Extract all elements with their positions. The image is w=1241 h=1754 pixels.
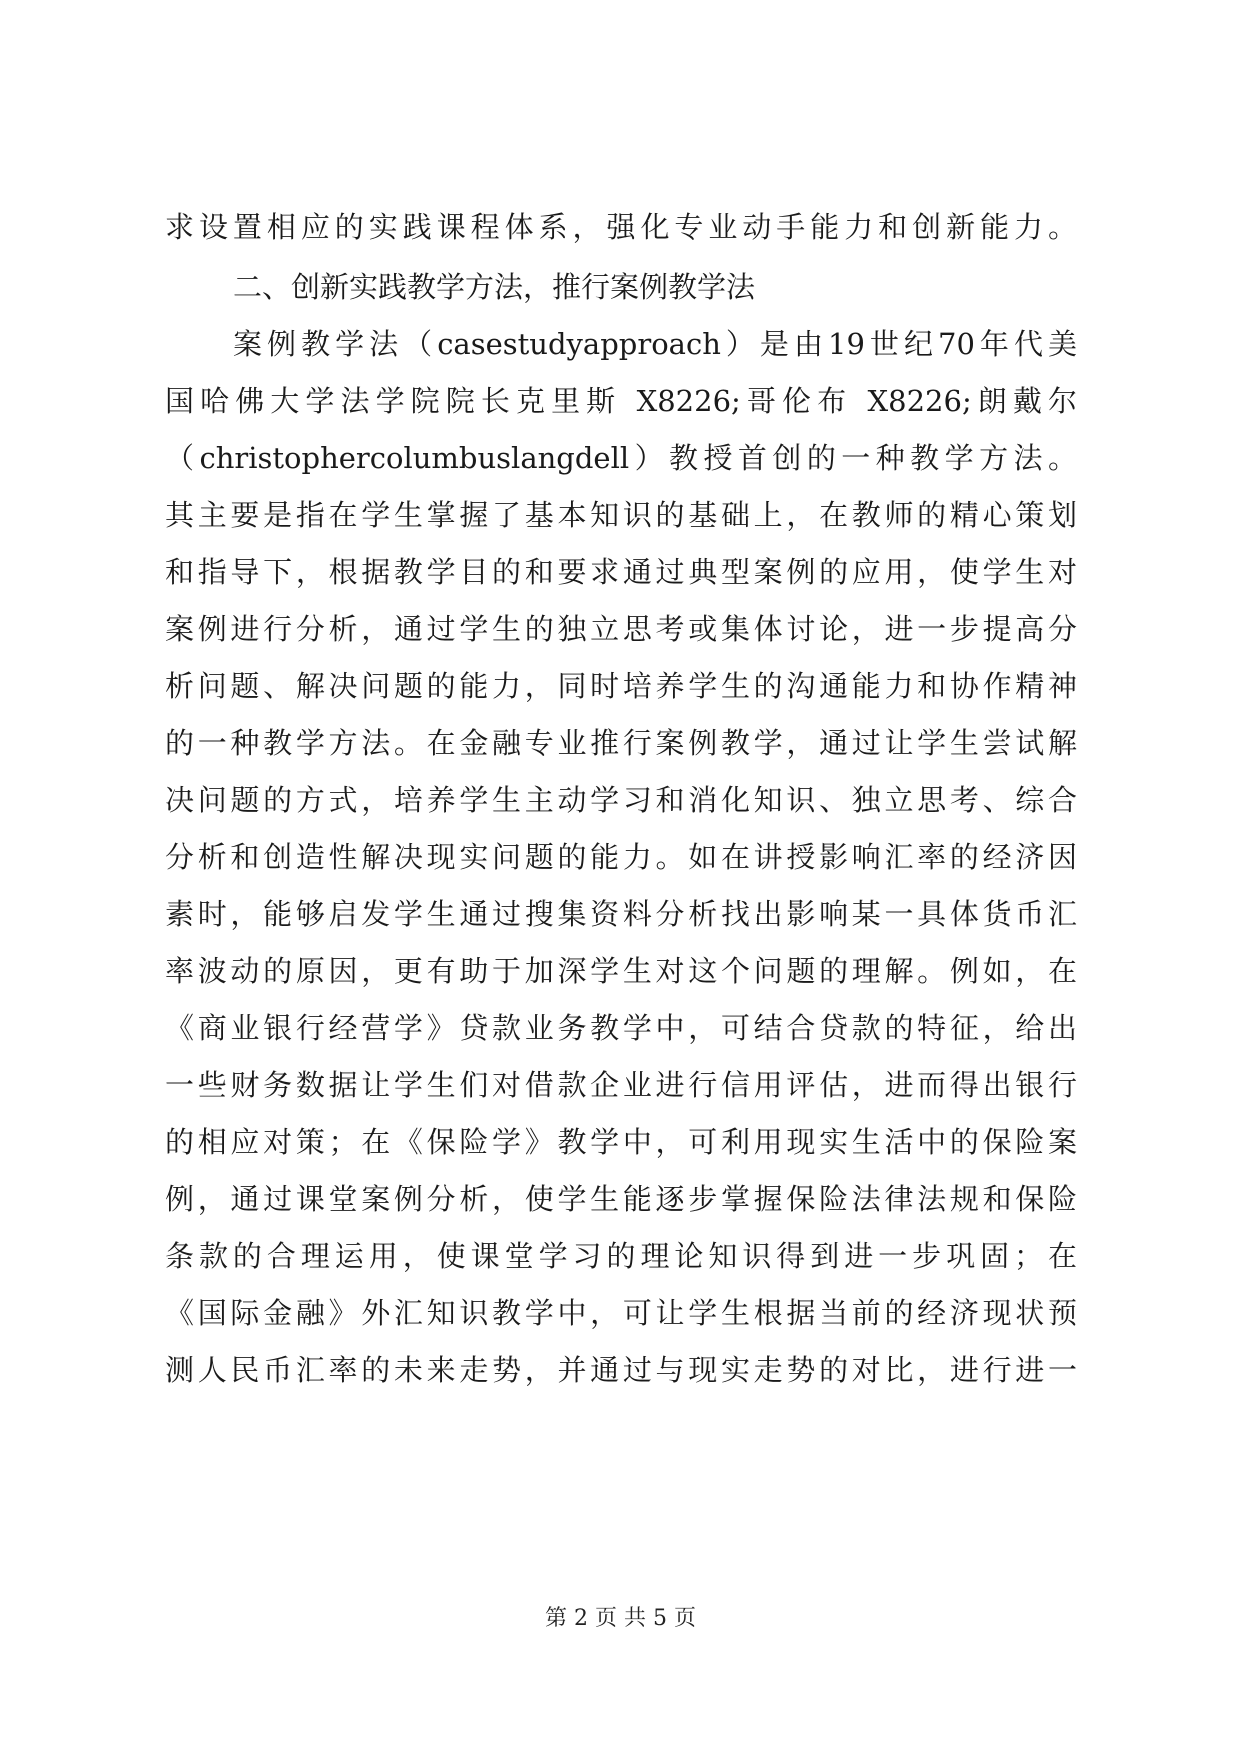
text-line-12: 分析和创造性解决现实问题的能力。如在讲授影响汇率的经济因 <box>165 840 1077 874</box>
text-line-10: 的一种教学方法。在金融专业推行案例教学，通过让学生尝试解 <box>165 726 1077 760</box>
page-footer <box>0 1604 1241 1634</box>
text-line-4: 国哈佛大学法学院院长克里斯 X8226;哥伦布 X8226;朗戴尔 <box>165 384 1077 418</box>
text-line-3: 案例教学法（casestudyapproach）是由19世纪70年代美 <box>233 327 1077 361</box>
text-line-7: 和指导下，根据教学目的和要求通过典型案例的应用，使学生对 <box>165 555 1077 589</box>
text-line-20: 《国际金融》外汇知识教学中，可让学生根据当前的经济现状预 <box>165 1296 1077 1330</box>
text-line-18: 例，通过课堂案例分析，使学生能逐步掌握保险法律法规和保险 <box>165 1182 1077 1216</box>
text-line-6: 其主要是指在学生掌握了基本知识的基础上，在教师的精心策划 <box>165 498 1077 532</box>
text-line-5: （christophercolumbuslangdell）教授首创的一种教学方法。 <box>165 441 1077 475</box>
text-line-16: 一些财务数据让学生们对借款企业进行信用评估，进而得出银行 <box>165 1068 1077 1102</box>
text-line-21: 测人民币汇率的未来走势，并通过与现实走势的对比，进行进一 <box>165 1353 1077 1387</box>
text-line-17: 的相应对策；在《保险学》教学中，可利用现实生活中的保险案 <box>165 1125 1077 1159</box>
text-line-13: 素时，能够启发学生通过搜集资料分析找出影响某一具体货币汇 <box>165 897 1077 931</box>
text-line-9: 析问题、解决问题的能力，同时培养学生的沟通能力和协作精神 <box>165 669 1077 703</box>
text-line-8: 案例进行分析，通过学生的独立思考或集体讨论，进一步提高分 <box>165 612 1077 646</box>
text-line-14: 率波动的原因，更有助于加深学生对这个问题的理解。例如，在 <box>165 954 1077 988</box>
text-line-1: 求设置相应的实践课程体系，强化专业动手能力和创新能力。 <box>165 210 1077 244</box>
section-heading: 二、创新实践教学方法，推行案例教学法 <box>233 270 756 304</box>
text-line-11: 决问题的方式，培养学生主动学习和消化知识、独立思考、综合 <box>165 783 1077 817</box>
page-number-label: 第 2 页 共 5 页 <box>545 1606 696 1631</box>
text-line-19: 条款的合理运用，使课堂学习的理论知识得到进一步巩固；在 <box>165 1239 1077 1273</box>
text-line-15: 《商业银行经营学》贷款业务教学中，可结合贷款的特征，给出 <box>165 1011 1077 1045</box>
